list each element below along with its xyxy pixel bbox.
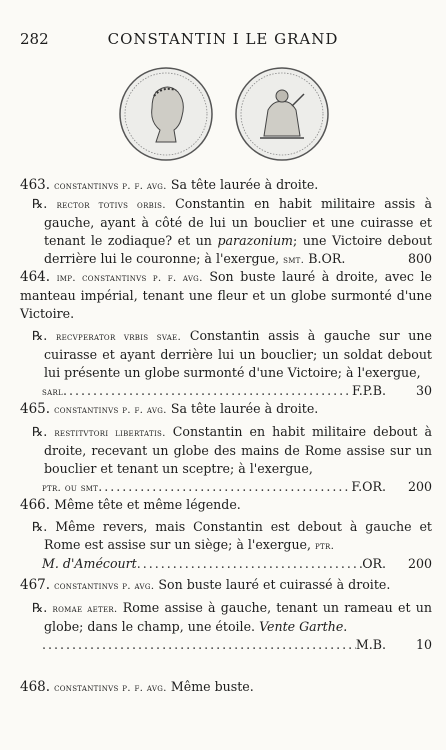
price: 200 (407, 479, 432, 494)
entry-number: 466. (20, 497, 51, 513)
obverse-description: Même tête et même légende. (54, 497, 241, 512)
entry-number: 467. (20, 577, 51, 593)
entry-number: 468. (20, 679, 51, 695)
entry-number: 463. (20, 177, 51, 193)
reverse-description (20, 195, 432, 269)
leader-line (20, 382, 432, 401)
obverse-description: Même buste. (170, 679, 254, 694)
reverse-legend: recvperator vrbis svae. (56, 331, 182, 343)
reverse-text: Constantin assis à gauche sur une cuirasse et ayant derrière lui un bouclier; un soldat debout lui présente un globe surmonté d'une Victoire; à l'exergue, (44, 328, 432, 380)
metal-mark: F.OR. (351, 479, 386, 494)
price: 800 (407, 251, 432, 266)
source-collection: Vente Garthe. (259, 619, 348, 634)
obverse-legend: constantinvs p. f. avg. (54, 682, 167, 694)
entry-465 (20, 400, 432, 497)
exergue-mark: ptr. (315, 540, 335, 552)
reverse-italic-term: parazonium (217, 233, 293, 248)
exergue-mark: smt. (283, 254, 305, 266)
reverse-description (20, 327, 432, 382)
obverse-legend: constantinvs p. f. avg. (54, 180, 167, 192)
metal-mark: OR. (362, 556, 386, 571)
reverse-mark: ℞. (32, 519, 48, 534)
reverse-text: Même revers, mais Constantin est debout à gauche et Rome est assise sur un siège; à l'exergue, (44, 519, 432, 552)
coin-obverse-image (118, 66, 214, 162)
reverse-text: Constantin en habit militaire assis à gauche, ayant à côté de lui un bouclier et une cuirasse et tenant le zodiaque? et un (44, 196, 432, 248)
leader-line (20, 636, 432, 654)
exergue-mark: sarl (42, 386, 63, 398)
reverse-legend: romae aeter. (52, 603, 118, 615)
metal-mark: M.B. (355, 637, 386, 652)
reverse-mark: ℞. (32, 328, 48, 343)
obverse-description: Son buste lauré et cuirassé à droite. (158, 577, 391, 592)
reverse-mark: ℞. (32, 424, 48, 439)
exergue-mark: ptr. ou smt (42, 482, 99, 494)
obverse-description: Sa tête laurée à droite. (170, 177, 319, 192)
running-title: CONSTANTIN I LE GRAND (107, 30, 339, 48)
entry-468 (20, 678, 432, 697)
metal-mark: B.OR. (308, 251, 346, 266)
leader-line (20, 478, 432, 497)
price: 10 (415, 637, 432, 652)
reverse-description (20, 518, 432, 555)
source-collection: M. d'Amécourt (42, 556, 137, 571)
reverse-legend: restitvtori libertatis. (54, 427, 166, 439)
leader-line (20, 555, 432, 573)
reverse-text-cont: ; une Victoire debout derrière lui le couronne; à l'exergue, (44, 233, 432, 266)
reverse-text: Constantin en habit militaire debout à droite, recevant un globe des mains de Rome assise sur un bouclier et tenant un sceptre; à l'exergue, (44, 424, 432, 476)
price: 200 (407, 556, 432, 571)
obverse-legend: constantinvs p. avg. (54, 580, 155, 592)
entry-464 (20, 268, 432, 401)
obverse-legend: constantinvs p. f. avg. (54, 404, 167, 416)
obverse-legend: imp. constantinvs p. f. avg. (56, 272, 203, 284)
metal-mark: F.P.B. (352, 383, 386, 398)
coin-illustration (118, 66, 328, 176)
reverse-description (20, 423, 432, 478)
coin-reverse-image (234, 66, 330, 162)
entry-number: 465. (20, 401, 51, 417)
entry-number: 464. (20, 269, 51, 285)
entry-467 (20, 576, 432, 654)
page-number: 282 (20, 30, 49, 48)
reverse-mark: ℞. (32, 600, 48, 615)
obverse-description: Sa tête laurée à droite. (170, 401, 319, 416)
reverse-legend: rector totivs orbis. (56, 199, 166, 211)
entry-466 (20, 496, 432, 573)
reverse-mark: ℞. (32, 196, 48, 211)
obverse-description: Son buste lauré à droite, avec le manteau impérial, tenant une fleur et un globe surmonté d'une Victoire. (20, 269, 432, 321)
entry-463 (20, 176, 432, 269)
reverse-text: Rome assise à gauche, tenant un rameau et un globe; dans le champ, une étoile. (44, 600, 432, 634)
page-header (0, 30, 446, 50)
reverse-description (20, 599, 432, 636)
price: 30 (415, 383, 432, 398)
